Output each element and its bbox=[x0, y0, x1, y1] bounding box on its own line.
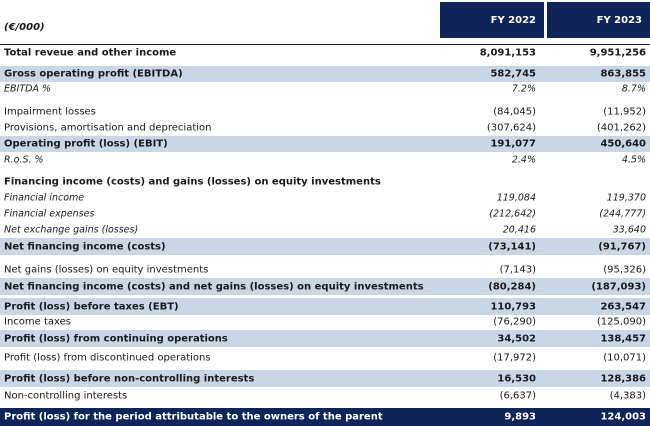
row-value-fy2023: 119,370 bbox=[606, 192, 646, 203]
row-value-fy2022: (212,642) bbox=[489, 208, 536, 219]
row-label: Financial income bbox=[4, 192, 85, 203]
row-label: Financial expenses bbox=[4, 208, 95, 219]
row-label: Net exchange gains (losses) bbox=[4, 224, 139, 235]
row-value-fy2023: 33,640 bbox=[612, 224, 646, 235]
table-row bbox=[0, 190, 650, 205]
row-value-fy2022: 119,084 bbox=[496, 192, 536, 203]
table-row bbox=[0, 44, 650, 61]
row-label: Gross operating profit (EBITDA) bbox=[4, 68, 183, 80]
row-value-fy2023: (10,071) bbox=[603, 352, 646, 364]
row-label: Profit (loss) from discontinued operations bbox=[4, 352, 211, 364]
row-label: Income taxes bbox=[4, 316, 71, 327]
row-value-fy2022: (80,284) bbox=[488, 281, 536, 292]
row-label: Total reveue and other income bbox=[4, 47, 177, 59]
row-value-fy2022: (17,972) bbox=[493, 352, 536, 364]
row-value-fy2023: (95,326) bbox=[603, 264, 646, 275]
column-header-fy2023: FY 2023 bbox=[547, 2, 650, 38]
row-value-fy2022: 2.4% bbox=[511, 154, 536, 165]
row-value-fy2023: (401,262) bbox=[596, 122, 646, 133]
row-value-fy2023: 124,003 bbox=[600, 411, 646, 423]
table-row bbox=[0, 136, 650, 152]
row-value-fy2022: 191,077 bbox=[490, 138, 536, 150]
row-value-fy2022: 16,530 bbox=[497, 373, 536, 384]
row-value-fy2023: (91,767) bbox=[598, 241, 646, 252]
table-row bbox=[0, 120, 650, 135]
table-row bbox=[0, 388, 650, 404]
row-value-fy2023: (244,777) bbox=[599, 208, 646, 219]
table-row bbox=[0, 314, 650, 329]
row-label: Profit (loss) for the period attributable to the owners of the parent bbox=[4, 411, 383, 423]
row-label: Operating profit (loss) (EBIT) bbox=[4, 138, 168, 150]
table-header bbox=[0, 0, 650, 38]
table-row bbox=[0, 278, 650, 295]
row-value-fy2023: 4.5% bbox=[621, 154, 646, 165]
row-label: Profit (loss) from continuing operations bbox=[4, 333, 228, 344]
row-value-fy2022: 20,416 bbox=[502, 224, 536, 235]
row-label: Non-controlling interests bbox=[4, 390, 128, 402]
row-value-fy2022: (307,624) bbox=[486, 122, 536, 133]
column-header-fy2022: FY 2022 bbox=[440, 2, 544, 38]
table-row bbox=[0, 408, 650, 426]
row-value-fy2022: (7,143) bbox=[499, 264, 536, 275]
row-label: Financing income (costs) and gains (losses) on equity investments bbox=[4, 176, 381, 188]
row-label: Profit (loss) before non-controlling interests bbox=[4, 373, 255, 384]
table-row bbox=[0, 66, 650, 82]
row-label: Net financing income (costs) and net gains (losses) on equity investments bbox=[4, 281, 424, 292]
table-row bbox=[0, 174, 650, 190]
row-label: Net gains (losses) on equity investments bbox=[4, 264, 209, 275]
row-value-fy2023: 263,547 bbox=[600, 301, 646, 312]
table-row bbox=[0, 262, 650, 277]
table-row bbox=[0, 104, 650, 120]
row-value-fy2022: 9,893 bbox=[504, 411, 536, 423]
row-label: Provisions, amortisation and depreciation bbox=[4, 122, 212, 133]
row-value-fy2022: (6,637) bbox=[499, 390, 536, 402]
row-value-fy2023: 450,640 bbox=[600, 138, 646, 150]
row-value-fy2022: (84,045) bbox=[493, 106, 536, 118]
table-row bbox=[0, 82, 650, 96]
row-value-fy2022: 582,745 bbox=[490, 68, 536, 80]
row-value-fy2023: (125,090) bbox=[596, 316, 646, 327]
row-label: Profit (loss) before taxes (EBT) bbox=[4, 301, 179, 312]
row-value-fy2023: 9,951,256 bbox=[589, 47, 646, 59]
table-row bbox=[0, 370, 650, 387]
row-value-fy2022: 110,793 bbox=[490, 301, 536, 312]
row-value-fy2022: (73,141) bbox=[488, 241, 536, 252]
row-value-fy2022: (76,290) bbox=[493, 316, 536, 327]
row-value-fy2023: (4,383) bbox=[609, 390, 646, 402]
unit-label: (€/000) bbox=[4, 22, 45, 33]
row-value-fy2023: (187,093) bbox=[591, 281, 646, 292]
row-value-fy2023: 8.7% bbox=[621, 83, 646, 95]
table-row bbox=[0, 350, 650, 366]
table-row bbox=[0, 152, 650, 167]
row-value-fy2022: 7.2% bbox=[511, 83, 536, 95]
table-row bbox=[0, 298, 650, 315]
row-value-fy2023: (11,952) bbox=[603, 106, 646, 118]
table-row bbox=[0, 206, 650, 221]
row-label: Impairment losses bbox=[4, 106, 96, 118]
row-value-fy2022: 34,502 bbox=[497, 333, 536, 344]
row-value-fy2022: 8,091,153 bbox=[479, 47, 536, 59]
table-row bbox=[0, 330, 650, 347]
row-label: R.o.S. % bbox=[4, 154, 44, 165]
table-row bbox=[0, 222, 650, 237]
row-label: Net financing income (costs) bbox=[4, 241, 166, 252]
row-value-fy2023: 863,855 bbox=[600, 68, 646, 80]
row-label: EBITDA % bbox=[4, 83, 51, 95]
row-value-fy2023: 138,457 bbox=[600, 333, 646, 344]
table-row bbox=[0, 238, 650, 255]
row-value-fy2023: 128,386 bbox=[600, 373, 646, 384]
